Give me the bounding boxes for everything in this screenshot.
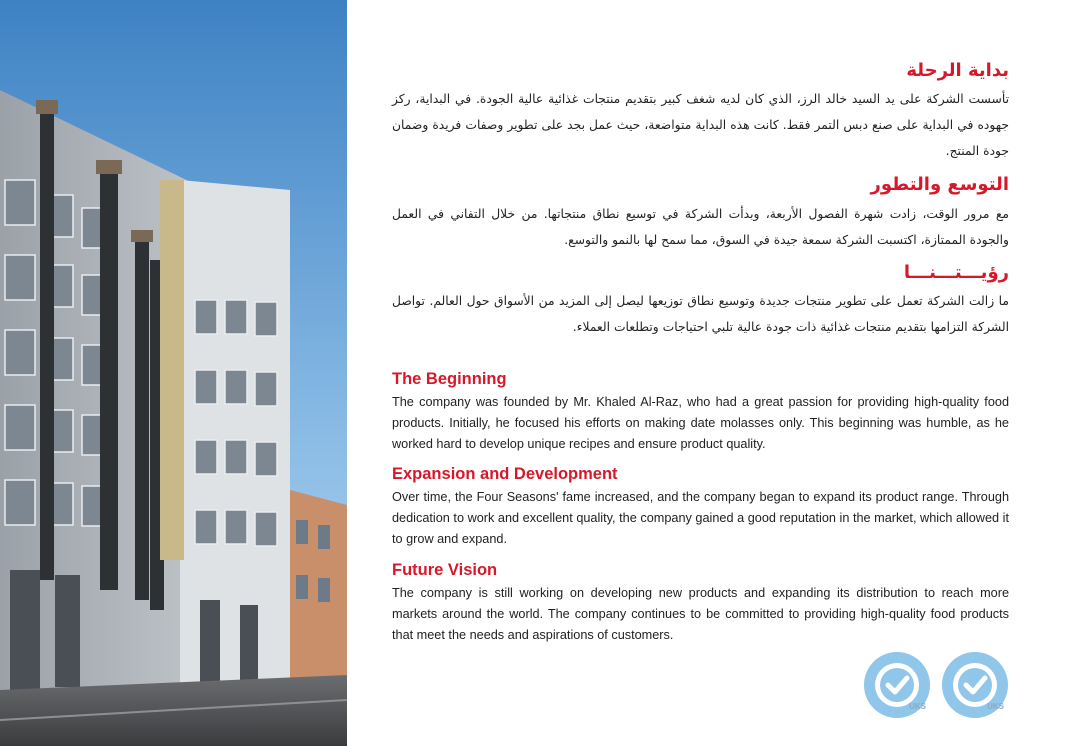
english-vision-title: Future Vision <box>392 561 498 579</box>
english-vision-text: The company is still working on developing new products and expanding its distribution to reach more markets around the world. The company continues to be committed to providing high-quality food products that meet the needs and aspirations of customers. <box>392 586 1009 642</box>
english-beginning-title: The Beginning <box>392 370 507 388</box>
arabic-vision-title: رؤيـــتـــنـــا <box>903 262 1009 283</box>
arabic-beginning-title: بداية الرحلة <box>906 60 1009 81</box>
content-column <box>392 0 1009 746</box>
arabic-vision-text: ما زالت الشركة تعمل على تطوير منتجات جديدة وتوسيع نطاق توزيعها ليصل إلى المزيد من الأسواق حول العالم. تواصل الشركة التزامها بتقديم منتجات غذائية ذات جودة عالية تلبي احتياجات وتطلعات العملاء. <box>392 294 1009 334</box>
arabic-beginning-text: تأسست الشركة على يد السيد خالد الرز، الذي كان لديه شغف كبير بتقديم منتجات غذائية عالية الجودة. في البداية، ركز جهوده في البداية على صنع دبس التمر فقط. كانت هذه البداية متواضعة، حيث عمل بجد على تطوير وصفات فريدة وضمان جودة المنتج. <box>392 92 1009 158</box>
english-beginning-text: The company was founded by Mr. Khaled Al-Raz, who had a great passion for providing high-quality food products. Initially, he focused his efforts on making date molasses only. This beginning was humble, as he worked hard to develop unique recipes and ensure product quality. <box>392 395 1009 451</box>
english-expansion-text: Over time, the Four Seasons' fame increased, and the company began to expand its product range. Through dedication to work and excellent quality, the company gained a good reputation in the market, which allowed it to grow and expand. <box>392 490 1009 546</box>
arabic-expansion-title: التوسع والتطور <box>870 174 1009 195</box>
building-photo <box>0 0 347 746</box>
badge-issuer: UKS <box>909 702 926 711</box>
badge-issuer: UKS <box>987 702 1004 711</box>
iso-9001-badge <box>862 650 932 720</box>
factory-building-illustration <box>0 0 347 746</box>
iso-22000-badge <box>940 650 1010 720</box>
arabic-expansion-text: مع مرور الوقت، زادت شهرة الفصول الأربعة، وبدأت الشركة في توسيع نطاق منتجاتها. من خلال التفاني في العمل والجودة الممتازة، اكتسبت الشركة سمعة جيدة في السوق، مما سمح لها بالنمو والتوسع. <box>392 207 1009 247</box>
english-expansion-title: Expansion and Development <box>392 465 618 483</box>
